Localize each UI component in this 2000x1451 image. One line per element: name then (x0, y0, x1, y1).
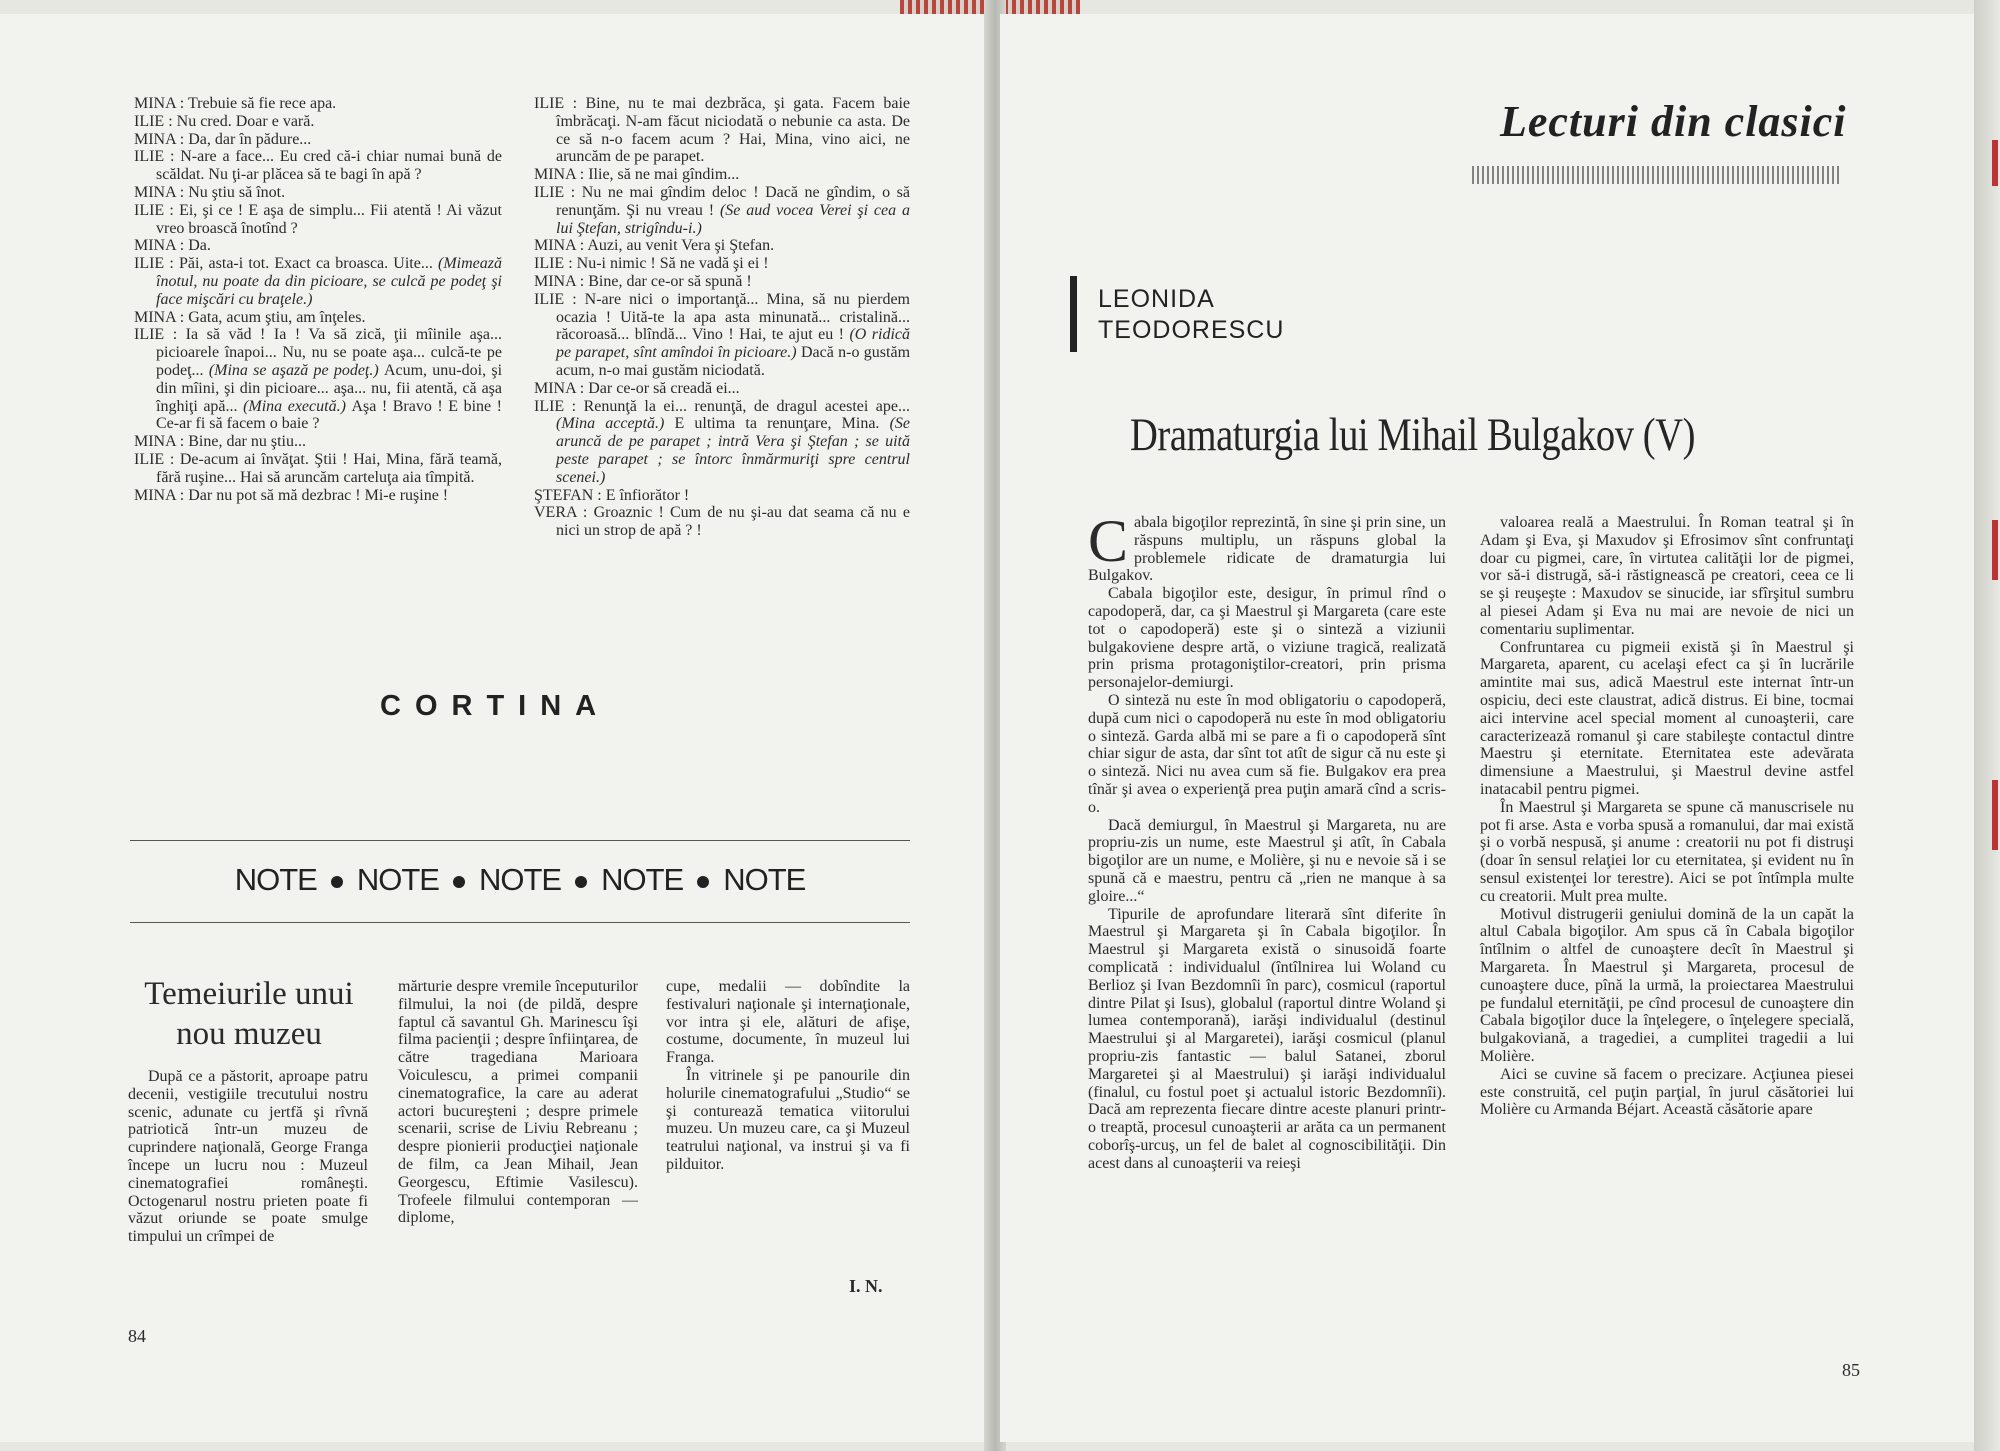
dialogue-text: E ultima ta renunţare, Mina. (674, 415, 890, 433)
article-paragraph (1480, 514, 1854, 639)
dialogue-line (134, 148, 502, 184)
dialogue-text: ŞTEFAN : E înfiorător ! (534, 486, 690, 504)
dialogue-text: MINA : Auzi, au venit Vera şi Ştefan. (534, 237, 775, 255)
dialogue-text: ILIE : N-are a face... Eu cred că-i chiar numai bună de scăldat. Nu ţi-ar plăcea să te bagi în apă ? (134, 148, 502, 184)
drop-cap: C (1088, 508, 1129, 574)
dialogue-column-2 (534, 95, 910, 540)
dialogue-text: ILIE : N-are nici o importanţă... Mina, să nu pierdem ocazia ! Uită-te la apa asta minunată... cristalină... răcoroasă... blîndă... Vino ! Hai, te ajut eu ! (534, 290, 910, 344)
dialogue-line (134, 433, 502, 451)
notes-bottom-rule (130, 922, 910, 923)
article-paragraph (1088, 585, 1446, 692)
stage-direction: (Mina acceptă.) (556, 415, 675, 433)
notes-word: NOTE (723, 862, 806, 897)
page-number-right: 85 (1842, 1360, 1860, 1380)
article-text: Tipurile de aprofundare literară sînt diferite în Maestrul şi Margareta şi în Cabala bigoţilor. În Maestrul şi Margareta există o sinusoidă foarte complicată : individualul (întîlnirea lui Woland cu Berlioz şi Ivan Bezdomnîi în parc), cosmicul (raportul dintre Pilat şi Isus), globalul (raportul dintre Woland şi lumea contemporană), iarăşi individualul (destinul Maestrului şi al Margaretei), iarăşi cosmicul (planul propriu-zis fantastic — balul Satanei, zborul Margaretei şi al Maestrului) şi iarăşi individualul (finalul, cu fostul poet şi actualul istoric Bezdomnîi). Dacă am reprezenta fiecare dintre aceste planuri printr-o treaptă, procesul cunoaşterii ar arăta ca un permanent coborîş-urcuş, un fel de balet al cognoscibilităţii. Din acest dans al cunoaşterii va reieşi (1088, 905, 1446, 1172)
notes-top-rule (130, 840, 910, 841)
dialogue-line (134, 113, 502, 131)
dialogue-line (534, 291, 910, 380)
article-text: Confruntarea cu pigmeii există şi în Maestrul şi Margareta, aparent, cu acelaşi efect ca şi în lucrările amintite mai sus, adică Maestrul este internat într-un ospiciu, deci este claustrat, adică distrus. Ei bine, tocmai aici intervine acel special moment al cunoaşterii, care caracterizează romanul şi care stabileşte contactul dintre Maestru şi eternitate. Eternitatea este adevărata dimensiune a Maestrului, şi Maestrul devine astfel inatacabil pentru pigmei. (1480, 638, 1854, 798)
dialogue-text: ILIE : Ia să văd ! Ia ! Va să zică, ţii mîinile aşa... picioarele înapoi... Nu, nu se poate aşa... culcă-te pe podeţ... (134, 326, 502, 379)
dialogue-text: ILIE : Renunţă la ei... renunţă, de dragul acestei ape... (534, 397, 910, 415)
dialogue-line (534, 184, 910, 237)
stage-direction: (Mimează înotul, nu poate da din picioare, se culcă pe podeţ şi face mişcări cu braţele.) (156, 255, 502, 308)
article-paragraph (1088, 692, 1446, 817)
article-text: Cabala bigoţilor este, desigur, în primul rînd o capodoperă, dar, ca şi Maestrul şi Margareta (care este tot o capodoperă) este şi o sinteză a viziunii bulgakoviene despre artă, o viziune tragică, realizată prin prisma protagoniştilor-creatori, prin prisma personajelor-demiurgi. (1088, 585, 1446, 692)
dialogue-line (134, 326, 502, 433)
stage-direction: (Mina se aşază pe podeţ.) (208, 361, 384, 379)
dialogue-line (134, 237, 502, 255)
article-paragraph (1480, 1066, 1854, 1119)
dialogue-text: MINA : Bine, dar nu ştiu... (134, 433, 306, 451)
bullet-dot (331, 876, 343, 888)
museum-paragraph: După ce a păstorit, aproape patru decenii, vestigiile trecutului nostru scenic, adunate cu jertfă şi rîvnă patriotică într-un muzeu de cuprindere naţională, George Franga începe un lucru nou : Muzeul cinematografiei româneşti. Octogenarul nostru prieten poate fi văzut oriunde se poate smulge timpului un crîmpei de (128, 1068, 368, 1246)
dialogue-line (534, 380, 910, 398)
dialogue-text: MINA : Nu ştiu să înot. (134, 183, 286, 201)
museum-article-title: Temeiurile unui nou muzeu (144, 976, 354, 1052)
section-rubric: Lecturi din clasici (1500, 97, 1847, 146)
article-paragraph (1480, 799, 1854, 906)
notes-word: NOTE (356, 862, 439, 897)
author-initials: I. N. (849, 1276, 883, 1296)
dialogue-text: ILIE : Nu-i nimic ! Să ne vadă şi ei ! (534, 255, 769, 273)
dialogue-text: VERA : Groaznic ! Cum de nu şi-au dat seama că nu e nici un strop de apă ? ! (534, 504, 910, 540)
article-text: Aici se cuvine să facem o precizare. Acţiunea piesei este construită, cel puţin parţial, în jurul căsătoriei lui Molière cu Armanda Béjart. Această căsătorie apare (1480, 1065, 1854, 1119)
dialogue-text: MINA : Dar nu pot să mă dezbrac ! Mi-e ruşine ! (134, 486, 449, 504)
dialogue-text: ILIE : De-acum ai învăţat. Ştii ! Hai, Mina, fără teamă, fără ruşine... Hai să aruncăm carteluţa aia tîmpită. (134, 450, 502, 486)
dialogue-line (534, 166, 910, 184)
dialogue-text: Dacă n-o gustăm acum, n-o mai gustăm niciodată. (556, 344, 911, 379)
dialogue-text: MINA : Trebuie să fie rece apa. (134, 95, 337, 112)
dialogue-line (134, 95, 502, 113)
article-paragraph (1480, 906, 1854, 1066)
edge-tab (1992, 140, 1998, 186)
page-number-left: 84 (128, 1326, 146, 1346)
notes-word: NOTE (601, 862, 684, 897)
article-column-2 (1480, 514, 1854, 1119)
article-text: În Maestrul şi Margareta se spune că manuscrisele nu pot fi arse. Asta e vorba spusă a romanului, dar mai există şi o vorbă nespusă, şi anume : creatorii nu pot fi distruşi (doar în sensul relaţiei lor cu eternitatea, şi evident nu în sensul existenţei lor terestre). Aici se pot întîmpla multe cu creatorii. Mult prea multe. (1480, 798, 1854, 905)
stage-direction: (Se aud vocea Verei şi cea a lui Ştefan, strigîndu-i.) (556, 201, 911, 237)
rubric-ornament (1472, 166, 1840, 184)
dialogue-line (134, 202, 502, 238)
page-edge (1974, 0, 2000, 1451)
dialogue-text: ILIE : Bine, nu te mai dezbrăca, şi gata. Facem baie îmbrăcaţi. N-am făcut niciodată o nebunie ca asta. De ce să n-o facem acum ? Hai, Mina, vino aici, ne aruncăm de pe parapet. (534, 95, 910, 166)
bullet-dot (453, 876, 465, 888)
dialogue-text: ILIE : Nu ne mai gîndim deloc ! Dacă ne gîndim, o să renunţăm. Şi nu vreau ! (534, 183, 910, 219)
dialogue-text: MINA : Bine, dar ce-or să spună ! (534, 272, 752, 290)
article-text: O sinteză nu este în mod obligatoriu o capodoperă, după cum nici o capodoperă nu este în mod obligatoriu o sinteză. Garda albă mi se pare a fi o capodoperă sînt chiar sigur de asta, dar sînt tot atît de sigur că nu este şi o sinteză. Nici nu avea cum să fie. Bulgakov era prea tînăr şi avea o experienţă prea puţin amară cînd a scris-o. (1088, 691, 1446, 816)
article-text: valoarea reală a Maestrului. În Roman teatral şi în Adam şi Eva, şi Maxudov şi Efrosimov sînt confruntaţi doar cu pigmei, care, în virtutea calităţii lor de pigmei, vor să-i distrugă, să-i răstignească pe creatori, ceea ce li se şi reuşeşte : Maxudov se sinucide, iar sfîrşitul sumbru al piesei Adam şi Eva nu mai are nevoie de nici un comentariu suplimentar. (1480, 514, 1854, 638)
article-paragraph (1088, 508, 1446, 585)
dialogue-line (534, 255, 910, 273)
museum-column-3 (666, 978, 910, 1174)
author-name (1098, 284, 1284, 346)
dialogue-text: ILIE : Păi, asta-i tot. Exact ca broasca. Uite... (134, 255, 439, 273)
dialogue-column-1 (134, 95, 502, 504)
dialogue-text: MINA : Gata, acum ştiu, am înţeles. (134, 308, 366, 326)
dialogue-line (134, 487, 502, 505)
article-text: Motivul distrugerii geniului domină de la un capăt la altul Cabala bigoţilor. Am spus că în Cabala bigoţilor întîlnim o altfel de cunoaştere decît în Maestrul şi Margareta. În Maestrul şi Margareta, procesul de cunoaştere duce, pînă la urmă, la proiectarea Maestrului pe fundalul eternităţii, pe cînd procesul de cunoaştere din Cabala bigoţilor duce la înţelegere, o înţelegere specială, bulgakoviană, a tragediei, a cumplitei tragedii a lui Molière. (1480, 905, 1854, 1065)
stage-direction: (Se aruncă de pe parapet ; intră Vera şi Ştefan ; se uită peste parapet ; se întorc înmărmuriţi spre centrul scenei.) (556, 415, 910, 486)
dialogue-line (534, 273, 910, 291)
dialogue-line (134, 255, 502, 308)
bullet-dot (575, 876, 587, 888)
dialogue-text: Aşa ! Bravo ! E bine ! Ce-ar fi să facem o baie ? (156, 397, 503, 433)
museum-column-2 (398, 978, 638, 1227)
dialogue-text: MINA : Da, dar în pădure... (134, 130, 312, 148)
notes-banner (130, 862, 910, 898)
dialogue-text: ILIE : Nu cred. Doar e vară. (134, 112, 315, 130)
bullet-dot (697, 876, 709, 888)
museum-paragraph: cupe, medalii — dobîndite la festivaluri naţionale şi internaţionale, vor intra şi ele, alături de afişe, costume, documente, în muzeul lui Franga. (666, 978, 910, 1067)
dialogue-text: Acum, unu-doi, şi din mîini, şi din picioare... aşa... nu, fii atentă, că aşa înghiţi apă... (156, 361, 503, 415)
article-text: Dacă demiurgul, în Maestrul şi Margareta, nu are propriu-zis un nume, este Maestrul şi atît, în Cabala bigoţilor are un nume, e Molière, şi nu e nevoie să i se spună că e maestru, pentru că „rien ne manque à sa gloire...“ (1088, 816, 1446, 905)
author-first-name: LEONIDA (1098, 285, 1215, 313)
dialogue-line (134, 451, 502, 487)
dialogue-line (534, 237, 910, 255)
dialogue-text: MINA : Dar ce-or să creadă ei... (534, 379, 740, 397)
notes-word: NOTE (234, 862, 317, 897)
cortina-heading: CORTINA (380, 690, 611, 722)
dialogue-text: MINA : Da. (134, 237, 211, 255)
dialogue-text: ILIE : Ei, şi ce ! E aşa de simplu... Fii atentă ! Ai văzut vreo broască înotînd ? (134, 201, 502, 237)
author-bar (1070, 276, 1077, 352)
dialogue-line (534, 504, 910, 540)
museum-paragraph: mărturie despre vremile începuturilor filmului, la noi (de pildă, despre faptul că savantul Gh. Marinescu îşi filma pacienţii ; despre înfiinţarea, de către tragediana Marioara Voiculescu, a primei companii cinematografice, la care au aderat actori bucureşteni ; despre primele scenarii, scrise de Liviu Rebreanu ; despre pionierii producţiei naţionale de film, ca Jean Mihail, Jean Georgescu, Eftimie Vasilescu). Trofeele filmului contemporan — diplome, (398, 978, 638, 1227)
notes-word: NOTE (478, 862, 562, 897)
article-paragraph (1088, 817, 1446, 906)
author-last-name: TEODORESCU (1098, 316, 1285, 344)
dialogue-text: MINA : Ilie, să ne mai gîndim... (534, 166, 740, 184)
dialogue-line (534, 398, 910, 487)
museum-paragraph: În vitrinele şi pe panourile din holurile cinematografului „Studio“ se şi conturează tematica viitorului muzeu. Un muzeu care, ca şi Muzeul teatrului naţional, va instrui şi va fi pilduitor. (666, 1066, 910, 1173)
stage-direction: (Mina execută.) (243, 397, 352, 415)
article-text: abala bigoţilor reprezintă, în sine şi prin sine, un răspuns multiplu, un răspuns global la problemele ridicate de dramaturgia lui Bulgakov. (1088, 514, 1446, 585)
dialogue-line (134, 131, 502, 149)
dialogue-line (534, 95, 910, 166)
article-column-1 (1088, 508, 1446, 1172)
dialogue-line (134, 309, 502, 327)
article-title: Dramaturgia lui Mihail Bulgakov (V) (1130, 409, 1696, 461)
article-paragraph (1480, 639, 1854, 799)
stage-direction: (O ridică pe parapet, sînt amîndoi în picioare.) (556, 326, 910, 362)
dialogue-line (134, 184, 502, 202)
dialogue-line (534, 487, 910, 505)
edge-tab (1992, 520, 1998, 580)
museum-column-1 (128, 1068, 368, 1246)
article-paragraph (1088, 906, 1446, 1173)
edge-tab (1992, 780, 1998, 850)
